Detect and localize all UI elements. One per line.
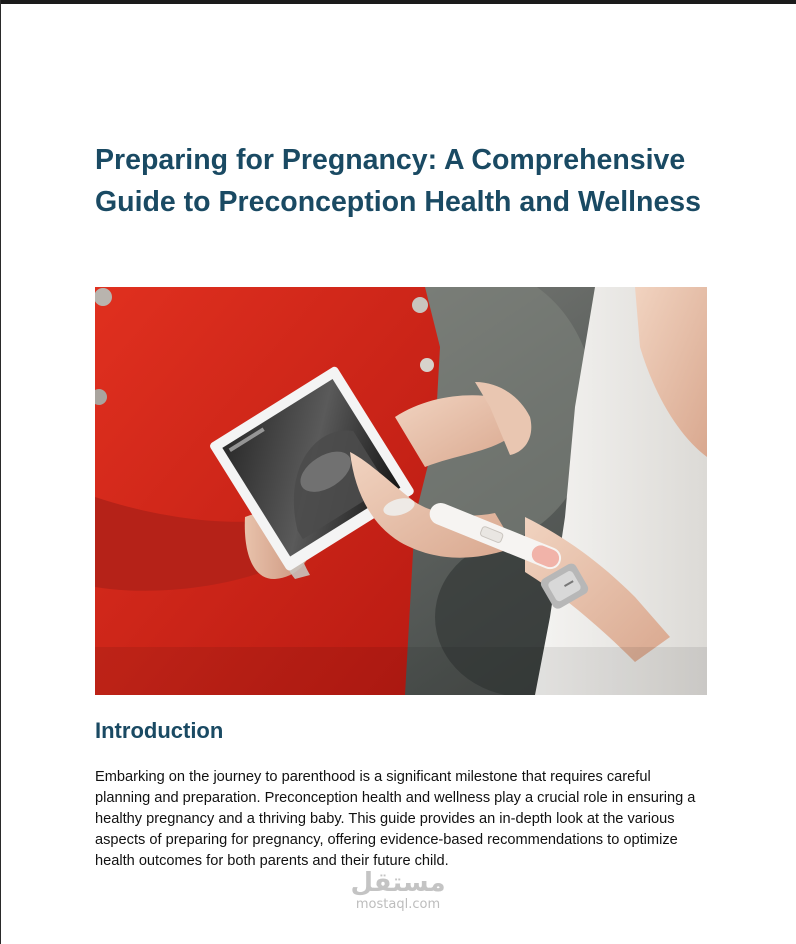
mostaql-site-text: mostaql.com bbox=[355, 897, 441, 912]
mostaql-watermark bbox=[338, 868, 458, 912]
page-left-border bbox=[0, 0, 1, 944]
introduction-paragraph: Embarking on the journey to parenthood is a significant milestone that requires careful planning and preparation. Preconception health and wellness play a crucial role in ensuring a healthy pregnancy and a thriving baby. This guide provides an in-depth look at the various aspects of preparing for pregnancy, offering evidence-based recommendations to optimize health outcomes for both parents and their future child. bbox=[95, 769, 696, 869]
page-top-border bbox=[0, 0, 796, 4]
document-title: Preparing for Pregnancy: A Comprehensive Guide to Preconception Health and Wellness bbox=[95, 144, 702, 218]
hero-photo-illustration bbox=[95, 287, 707, 695]
section-heading-introduction: Introduction bbox=[95, 718, 224, 743]
mostaql-logo: مستقل bbox=[350, 868, 446, 898]
hero-photo bbox=[95, 287, 707, 695]
